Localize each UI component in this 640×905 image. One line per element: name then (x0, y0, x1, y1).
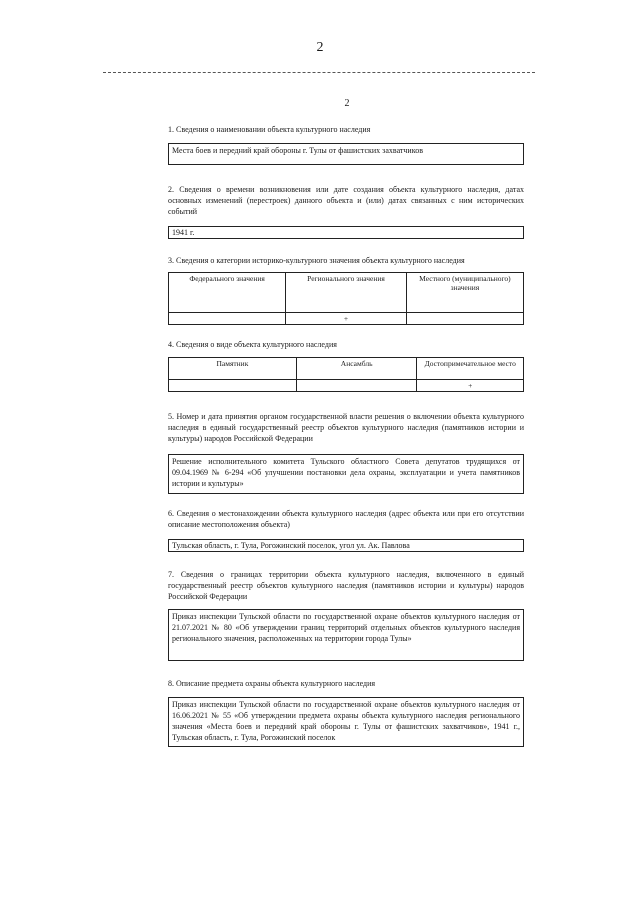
category-regional-mark: + (286, 313, 407, 325)
section-1-heading: 1. Сведения о наименовании объекта культурного наследия (168, 125, 371, 134)
category-local-mark (406, 313, 523, 325)
kind-monument-mark (169, 380, 297, 392)
page-number-inner: 2 (344, 98, 350, 109)
kind-landmark-mark: + (417, 380, 524, 392)
section-8-value: Приказ инспекции Тульской области по государственной охране объектов культурного наследия от 16.06.2021 № 55 «Об утверждении предмета охраны объекта культурного наследия регионального значения «Места боев и передний край обороны г. Тулы от фашистских захватчиков», 1941 г., Тульская область, г. Тула, Рогожинский поселок (168, 697, 524, 747)
kind-monument-header: Памятник (169, 358, 297, 380)
section-7-value: Приказ инспекции Тульской области по государственной охране объектов культурного наследия от 21.07.2021 № 80 «Об утверждении границ территорий отдельных объектов культурного наследия регионального значения, расположенных на территории города Тулы» (168, 609, 524, 661)
section-2-value: 1941 г. (168, 226, 524, 239)
section-4-heading: 4. Сведения о виде объекта культурного наследия (168, 340, 337, 349)
section-2-heading: 2. Сведения о времени возникновения или дате создания объекта культурного наследия, датах основных изменений (перестроек) данного объекта и (или) датах связанных с ним исторических событий (168, 185, 524, 216)
section-5-heading: 5. Номер и дата принятия органом государственной власти решения о включении объекта культурного наследия в единый государственный реестр объектов культурного наследия (памятников истории и культуры) народов Российской Федерации (168, 412, 524, 443)
category-local-header: Местного (муниципального) значения (406, 273, 523, 313)
kind-table (168, 357, 524, 392)
section-1-value: Места боев и передний край обороны г. Тулы от фашистских захватчиков (168, 143, 524, 165)
section-6-heading: 6. Сведения о местонахождении объекта культурного наследия (адрес объекта или при его отсутствии описание местоположения объекта) (168, 509, 524, 529)
category-federal-header: Федерального значения (169, 273, 286, 313)
category-federal-mark (169, 313, 286, 325)
section-3-heading: 3. Сведения о категории историко-культурного значения объекта культурного наследия (168, 256, 465, 265)
category-table (168, 272, 524, 325)
page-number-top: 2 (316, 40, 324, 55)
section-8-heading: 8. Описание предмета охраны объекта культурного наследия (168, 679, 376, 688)
header-divider (103, 72, 535, 73)
kind-landmark-header: Достопримечательное место (417, 358, 524, 380)
kind-ensemble-mark (296, 380, 417, 392)
section-7-heading: 7. Сведения о границах территории объекта культурного наследия, включенного в единый государственный реестр объектов культурного наследия (памятников истории и культуры) народов Российской Федерации (168, 570, 524, 601)
section-5-value: Решение исполнительного комитета Тульского областного Совета депутатов трудящихся от 09.04.1969 № 6-294 «Об улучшении постановки дела охраны, эксплуатации и учета памятников истории и культуры» (168, 454, 524, 494)
section-6-value: Тульская область, г. Тула, Рогожинский поселок, угол ул. Ак. Павлова (168, 539, 524, 552)
kind-ensemble-header: Ансамбль (296, 358, 417, 380)
category-regional-header: Регионального значения (286, 273, 407, 313)
